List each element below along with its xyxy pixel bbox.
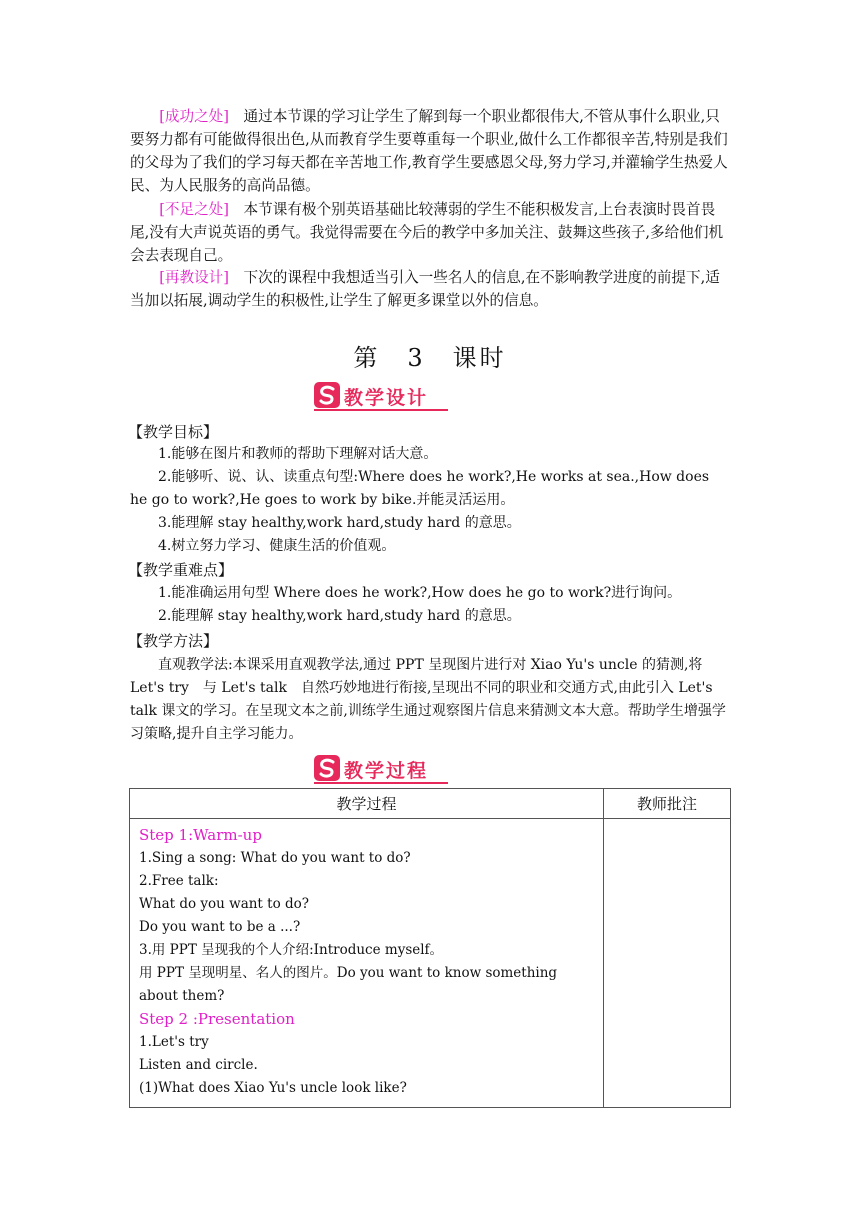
process-table [129,788,731,1108]
shortcoming-text: 本节课有极个别英语基础比较薄弱的学生不能积极发言,上台表演时畏首畏尾,没有大声说英语的勇气。我觉得需要在今后的教学中多加关注、鼓舞这些孩子,多给他们机会去表现自己。 [130,201,724,264]
step1-line: 1.Sing a song: What do you want to do? [139,850,411,866]
methods-heading: 【教学方法】 [128,632,219,650]
step1-line: 3.用 PPT 呈现我的个人介绍:Introduce myself。 [139,942,444,958]
step1-line: What do you want to do? [139,896,310,912]
key-point-item: 1.能准确运用句型 Where does he work?,How does he go to work?进行询问。 [158,585,682,601]
step2-line: Listen and circle. [139,1057,258,1073]
shortcoming-tag: [不足之处] [159,201,229,218]
redesign-tag: [再教设计] [159,269,229,286]
goal-item: 3.能理解 stay healthy,work hard,study hard 的意思。 [158,515,521,531]
step2-line: 1.Let's try [139,1034,209,1050]
step2-line: (1)What does Xiao Yu's uncle look like? [139,1080,407,1096]
lesson-title: 第 3 课时 [353,344,507,372]
banner-title: 教学设计 [344,387,429,409]
reflection-success [130,105,730,197]
goal-item: 1.能够在图片和教师的帮助下理解对话大意。 [158,446,438,462]
swirl-logo-icon [314,382,340,408]
banner-underline [314,782,448,784]
header-process: 教学过程 [130,789,604,819]
banner-teaching-design [314,382,448,410]
header-notes: 教师批注 [604,789,731,819]
banner-title: 教学过程 [344,760,429,782]
success-text: 通过本节课的学习让学生了解到每一个职业都很伟大,不管从事什么职业,只要努力都有可能做得很出色,从而教育学生要尊重每一个职业,做什么工作都很辛苦,特别是我们的父母为了我们的学习每天都在辛苦地工作,教育学生要感恩父母,努力学习,并灌输学生热爱人民、为人民服务的高尚品德。 [130,108,728,194]
step2-title: Step 2 :Presentation [139,1010,295,1028]
goal-item: 4.树立努力学习、健康生活的价值观。 [158,538,396,554]
methods-text: 直观教学法:本课采用直观教学法,通过 PPT 呈现图片进行对 Xiao Yu's uncle 的猜测,将 Let's try 与 Let's talk 自然巧妙地进行衔接,呈现出不同的职业和交通方式,由此引入 Let's talk 课文的学习。在呈现文本之前,训练学生通过观察图片信息来猜测文本大意。帮助学生增强学习策略,提升自主学习能力。 [130,657,726,742]
process-cell [130,819,604,1108]
key-point-item: 2.能理解 stay healthy,work hard,study hard 的意思。 [158,608,521,624]
step1-line: Do you want to be a ...? [139,919,301,935]
step1-title: Step 1:Warm-up [139,826,262,844]
banner-underline [314,409,448,411]
notes-cell [604,819,731,1108]
reflection-shortcoming [130,198,730,267]
goal-item: 2.能够听、说、认、读重点句型:Where does he work?,He works at sea.,How does he go to work?,He goes to work by bike.并能灵活运用。 [130,469,710,508]
goals-heading: 【教学目标】 [128,423,219,441]
key-points-heading: 【教学重难点】 [128,561,234,579]
table-row [130,819,731,1108]
success-tag: [成功之处] [159,108,229,125]
reflection-redesign [130,266,730,312]
step1-line: 用 PPT 呈现明星、名人的图片。Do you want to know something about them? [139,965,558,1004]
table-header-row [130,789,731,819]
step1-line: 2.Free talk: [139,873,219,889]
swirl-logo-icon [314,755,340,781]
redesign-text: 下次的课程中我想适当引入一些名人的信息,在不影响教学进度的前提下,适当加以拓展,调动学生的积极性,让学生了解更多课堂以外的信息。 [130,269,720,309]
banner-teaching-process [314,755,448,783]
